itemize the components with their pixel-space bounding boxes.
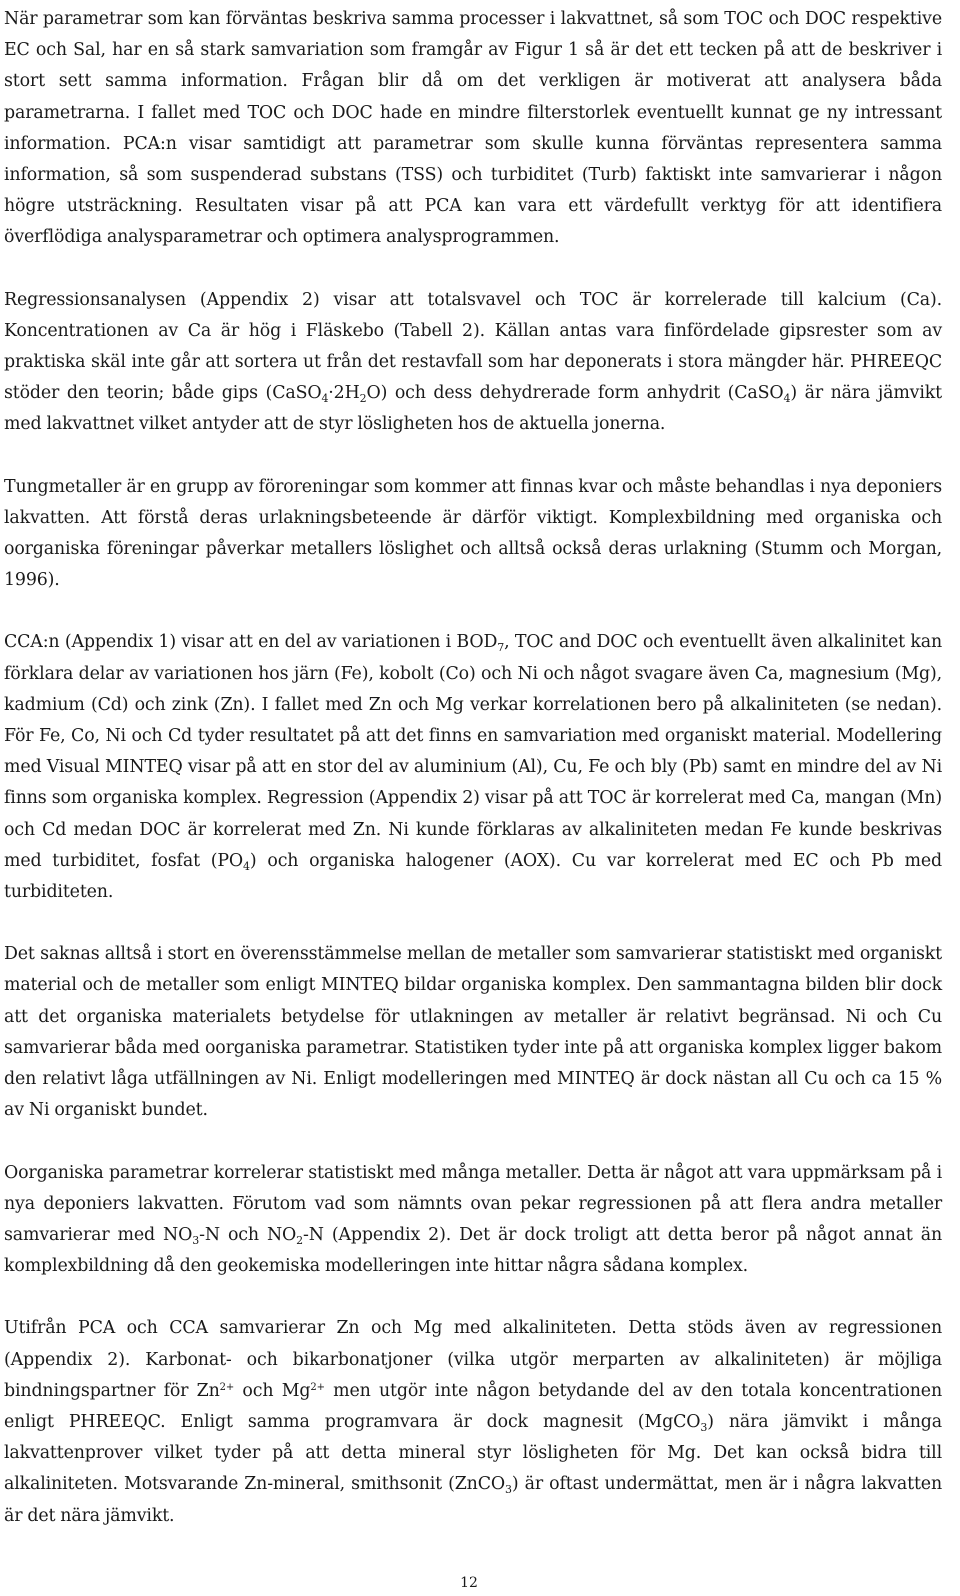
text-run: , TOC and DOC och eventuellt även alkalinitet kan förklara delar av variationen hos järn (Fe), kobolt (Co) och Ni och något svagare även Ca, magnesium (Mg), kadmium (Cd) och zink (Zn). I fallet med Zn och Mg verkar korrelationen bero på alkaliniteten (se nedan). För Fe, Co, Ni och Cd tyder resultatet på att det finns en samvariation med organiskt material. Modellering med Visual MINTEQ visar på att en stor del av aluminium (Al), Cu, Fe och bly (Pb) samt en mindre del av Ni finns som organiska komplex. Regression (Appendix 2) visar på att TOC är korrelerat med Ca, mangan (Mn) och Cd medan DOC är korrelerat med Zn. Ni kunde förklaras av alkaliniteten medan Fe kunde beskrivas med turbiditet, fosfat (PO <box>4 632 942 871</box>
text-run: Tungmetaller är en grupp av föroreningar som kommer att finnas kvar och måste behandlas i nya deponiers lakvatten. Att förstå deras urlakningsbeteende är därför viktigt. Komplexbildning med organiska och oorganiska föreningar påverkar metallers löslighet och alltså också deras urlakning (Stumm och Morgan, 1996). <box>4 476 942 591</box>
subscript: 7 <box>497 641 505 655</box>
text-run: -N (Appendix 2). Det är dock troligt att detta beror på något annat än komplexbildning då den geokemiska modelleringen inte hittar några sådana komplex. <box>4 1224 942 1277</box>
body-paragraph <box>4 472 942 597</box>
superscript: 2+ <box>310 1381 325 1393</box>
text-run: Utifrån PCA och CCA samvarierar Zn och Mg med alkaliniteten. Detta stöds även av regressionen (Appendix 2). Karbonat- och bikarbonatjoner (vilka utgör merparten av alkaliniteten) är möjliga bindningspartner för Zn <box>4 1318 942 1401</box>
subscript: 4 <box>321 392 329 406</box>
text-run: men utgör inte någon betydande del av den totala koncentrationen enligt PHREEQC. Enligt samma programvara är dock magnesit (MgCO <box>4 1380 943 1432</box>
body-paragraph <box>4 627 942 908</box>
document-page <box>4 4 942 1563</box>
body-text <box>4 4 942 1532</box>
text-run: och Mg <box>234 1380 311 1401</box>
subscript: 3 <box>505 1483 512 1497</box>
text-run: ) är nära jämvikt med lakvattnet vilket antyder att de styr lösligheten hos de aktuella jonerna. <box>4 383 942 435</box>
text-run: -N och NO <box>199 1224 297 1245</box>
text-run: O) och dess dehydrerade form anhydrit (CaSO <box>366 383 784 404</box>
text-run: ) och organiska halogener (AOX). Cu var korrelerat med EC och Pb med turbiditeten. <box>4 850 942 903</box>
text-run: Regressionsanalysen (Appendix 2) visar att totalsvavel och TOC är korrelerade till kalcium (Ca). Koncentrationen av Ca är hög i Fläskebo (Tabell 2). Källan antas vara finfördelade gipsrester som av praktiska skäl inte går att sortera ut från det restavfall som har deponerats i stora mängder här. PHREEQC stöder den teorin; både gips (CaSO <box>4 289 942 404</box>
body-paragraph <box>4 4 942 254</box>
text-run: ·2H <box>328 383 360 404</box>
body-paragraph <box>4 285 942 441</box>
body-paragraph <box>4 1158 942 1283</box>
text-run: När parametrar som kan förväntas beskriva samma processer i lakvattnet, så som TOC och DOC respektive EC och Sal, har en så stark samvariation som framgår av Figur 1 så är det ett tecken på att de beskriver i stort sett samma information. Frågan blir då om det verkligen är motiverat att analysera båda parametrarna. I fallet med TOC och DOC hade en mindre filterstorlek eventuellt kunnat ge ny intressant information. PCA:n visar samtidigt att parametrar som skulle kunna förväntas representera samma information, så som suspenderad substans (TSS) och turbiditet (Turb) faktiskt inte samvarierar i någon högre utsträckning. Resultaten visar på att PCA kan vara ett värdefullt verktyg för att identifiera överflödiga analysparametrar och optimera analysprogrammen. <box>4 9 942 248</box>
subscript: 2 <box>359 392 367 406</box>
text-run: CCA:n (Appendix 1) visar att en del av variationen i BOD <box>4 632 498 653</box>
body-paragraph <box>4 939 942 1126</box>
text-run: ) nära jämvikt i många lakvattenprover vilket tyder på att detta mineral styr lösligheten för Mg. Det kan också bidra till alkaliniteten. Motsvarande Zn-mineral, smithsonit (ZnCO <box>4 1411 942 1495</box>
subscript: 4 <box>783 392 791 406</box>
superscript: 2+ <box>219 1381 235 1393</box>
subscript: 3 <box>700 1420 708 1434</box>
text-run: Det saknas alltså i stort en överensstämmelse mellan de metaller som samvarierar statistiskt med organiskt material och de metaller som enligt MINTEQ bildar organiska komplex. Den sammantagna bilden blir dock att det organiska materialets betydelse för utlakningen av metaller är relativt begränsad. Ni och Cu samvarierar båda med oorganiska parametrar. Statistiken tyder inte på att organiska komplex ligger bakom den relativt låga utfällningen av Ni. Enligt modelleringen med MINTEQ är dock nästan all Cu och ca 15 % av Ni organiskt bundet. <box>4 944 942 1121</box>
text-run: Oorganiska parametrar korrelerar statistiskt med många metaller. Detta är något att vara uppmärksam på i nya deponiers lakvatten. Förutom vad som nämnts ovan pekar regressionen på att flera andra metaller samvarierar med NO <box>4 1162 942 1245</box>
text-run: ) är oftast undermättat, men är i några lakvatten är det nära jämvikt. <box>4 1474 942 1526</box>
subscript: 4 <box>243 859 250 873</box>
subscript: 2 <box>296 1233 303 1247</box>
page-number: 12 <box>460 1575 478 1591</box>
body-paragraph <box>4 1313 942 1531</box>
subscript: 3 <box>192 1233 200 1247</box>
